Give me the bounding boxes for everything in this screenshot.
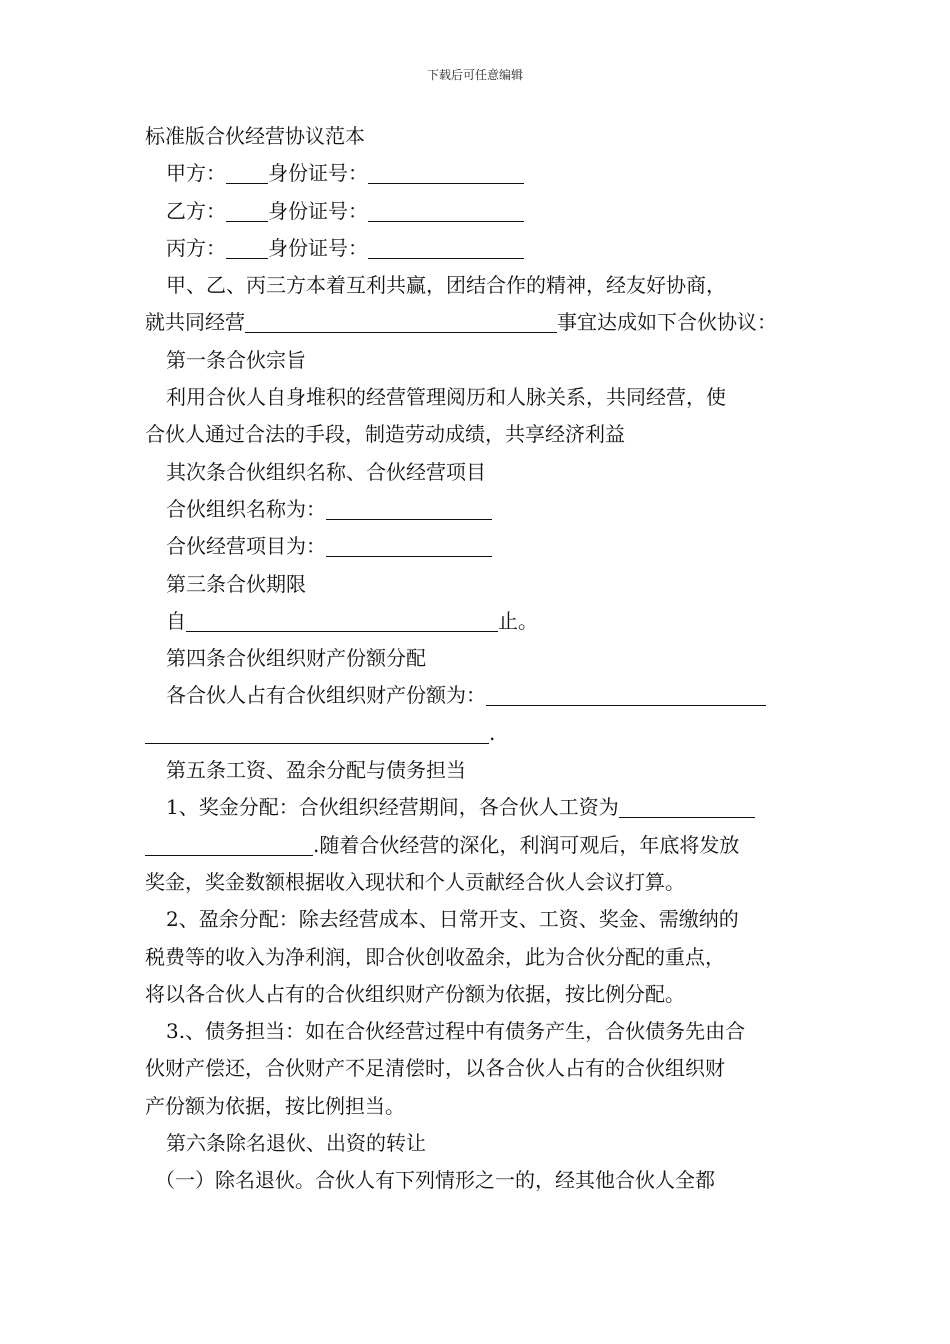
preamble-line-1: 甲、乙、丙三方本着互利共赢，团结合作的精神，经友好协商，: [166, 273, 726, 298]
surplus-line-2: 税费等的收入为净利润，即合伙创收盈余，此为合伙分配的重点，: [145, 944, 725, 969]
share-end: .: [489, 720, 496, 745]
bonus-text-a: 1、奖金分配：合伙组织经营期间，各合伙人工资为: [166, 795, 619, 820]
party-b-name-blank[interactable]: [226, 199, 268, 222]
bonus-line-3: 奖金，奖金数额根据收入现状和个人贡献经合伙人会议打算。: [145, 869, 685, 894]
term-to-label: 止。: [498, 608, 538, 633]
article-1-text-2: 合伙人通过合法的手段，制造劳动成绩，共享经济利益: [145, 422, 625, 447]
business-blank[interactable]: [245, 310, 557, 333]
article-1-title: 第一条合伙宗旨: [166, 347, 306, 372]
share-line-2: [145, 715, 810, 752]
share-label: 各合伙人占有合伙组织财产份额为：: [166, 683, 486, 708]
article-6-item-1: （一）除名退伙。合伙人有下列情形之一的，经其他合伙人全都: [155, 1168, 715, 1193]
party-a-id-blank[interactable]: [368, 161, 524, 184]
party-c-line: [145, 230, 810, 267]
article-5-title: 第五条工资、盈余分配与债务担当: [166, 758, 466, 783]
party-c-id-blank[interactable]: [368, 236, 524, 259]
org-name-label: 合伙组织名称为：: [166, 496, 326, 521]
share-blank-1[interactable]: [486, 683, 766, 706]
project-line: [145, 528, 810, 565]
preamble-line-2: [145, 304, 810, 341]
preamble-text-a: 就共同经营: [145, 310, 245, 335]
article-1-text-1: 利用合伙人自身堆积的经营管理阅历和人脉关系，共同经营，使: [166, 385, 726, 410]
party-a-label: 甲方：: [166, 161, 226, 186]
org-name-blank[interactable]: [326, 497, 492, 520]
party-b-id-blank[interactable]: [368, 199, 524, 222]
party-c-id-label: 身份证号：: [268, 235, 368, 260]
party-b-label: 乙方：: [166, 198, 226, 223]
article-6-title: 第六条除名退伙、出资的转让: [166, 1131, 426, 1156]
party-b-line: [145, 193, 810, 230]
debt-line-1: 3.、债务担当：如在合伙经营过程中有债务产生，合伙债务先由合: [166, 1019, 746, 1044]
party-a-id-label: 身份证号：: [268, 161, 368, 186]
document-title: 标准版合伙经营协议范本: [145, 124, 365, 148]
surplus-line-1: 2、盈余分配：除去经营成本、日常开支、工资、奖金、需缴纳的: [166, 907, 739, 932]
salary-blank-1[interactable]: [619, 795, 755, 818]
preamble-text-b: 事宜达成如下合伙协议：: [557, 310, 777, 335]
bonus-text-b: .随着合伙经营的深化，利润可观后，年底将发放: [313, 832, 740, 857]
party-a-line: [145, 155, 810, 192]
share-line: [145, 677, 810, 714]
bonus-line-1: [145, 789, 810, 826]
share-blank-2[interactable]: [145, 721, 489, 744]
term-blank[interactable]: [186, 609, 498, 632]
page-header-note: 下载后可任意编辑: [426, 68, 523, 82]
term-from-label: 自: [166, 608, 186, 633]
article-3-title: 第三条合伙期限: [166, 571, 306, 596]
org-name-line: [145, 491, 810, 528]
debt-line-3: 产份额为依据，按比例担当。: [145, 1093, 405, 1118]
bonus-line-2: [145, 827, 810, 864]
salary-blank-2[interactable]: [145, 833, 313, 856]
party-c-name-blank[interactable]: [226, 236, 268, 259]
term-line: [145, 603, 810, 640]
party-c-label: 丙方：: [166, 235, 226, 260]
article-2-title: 其次条合伙组织名称、合伙经营项目: [166, 459, 486, 484]
surplus-line-3: 将以各合伙人占有的合伙组织财产份额为依据，按比例分配。: [145, 981, 685, 1006]
party-b-id-label: 身份证号：: [268, 198, 368, 223]
project-blank[interactable]: [326, 534, 492, 557]
document-body: [145, 118, 810, 1200]
project-label: 合伙经营项目为：: [166, 534, 326, 559]
article-4-title: 第四条合伙组织财产份额分配: [166, 646, 426, 671]
party-a-name-blank[interactable]: [226, 161, 268, 184]
debt-line-2: 伙财产偿还，合伙财产不足清偿时，以各合伙人占有的合伙组织财: [145, 1056, 725, 1081]
